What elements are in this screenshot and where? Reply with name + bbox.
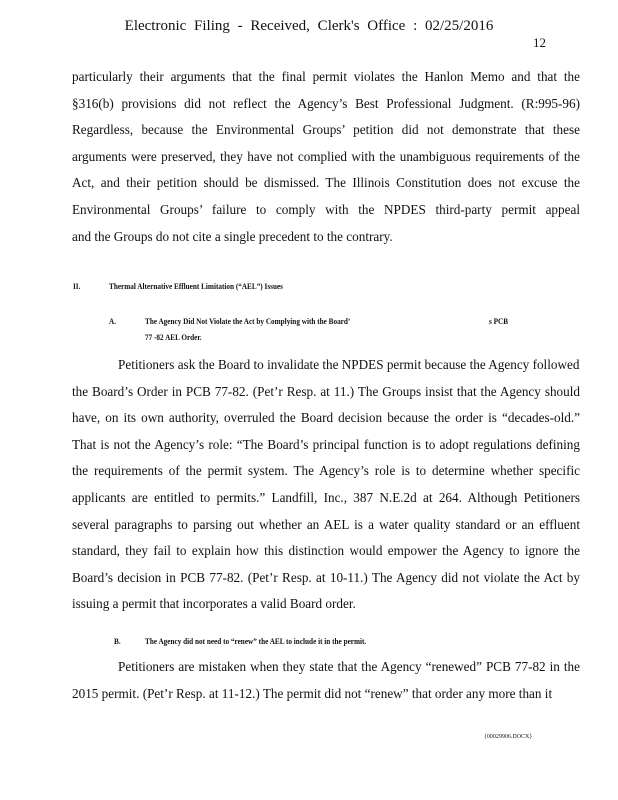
- text-line: applicants are entitled to permits.” Landfill, Inc., 387 N.E.2d at 264. Although Petitioners: [72, 489, 580, 505]
- subsection-heading-end: s PCB: [489, 316, 509, 326]
- text-line: have, on its own authority, overruled the Board decision because the order is “decades-old.”: [72, 410, 580, 426]
- section-heading: Thermal Alternative Effluent Limitation (“AEL”) Issues: [109, 281, 283, 291]
- text-line: Petitioners are mistaken when they state that the Agency “renewed” PCB 77-82 in the: [118, 659, 580, 674]
- subsection-letter: A.: [109, 316, 117, 326]
- text-line: the Board’s Order in PCB 77-82. (Pet’r Resp. at 11.) The Groups insist that the Agency should: [72, 383, 580, 399]
- subsection-heading: The Agency Did Not Violate the Act by Complying with the Board’: [145, 316, 351, 326]
- text-line: 2015 permit. (Pet’r Resp. at 11-12.) The permit did not “renew” that order any more than it: [72, 685, 553, 701]
- text-line: standard, they fail to explain how this distinction would empower the Agency to ignore the: [72, 543, 580, 559]
- text-line: Regardless, because the Environmental Groups’ petition did not demonstrate that these: [72, 122, 580, 138]
- filing-stamp-header: Electronic Filing - Received, Clerk's Office : 02/25/2016: [124, 18, 494, 34]
- paragraph-2: [72, 352, 580, 618]
- text-line: Act, and their petition should be dismissed. The Illinois Constitution does not excuse the: [72, 175, 580, 191]
- text-line: Board’s decision in PCB 77-82. (Pet’r Resp. at 10-11.) The Agency did not violate the Act by: [72, 569, 580, 585]
- text-line: arguments were preserved, they have not complied with the unambiguous requirements of the: [72, 148, 580, 164]
- text-line: particularly their arguments that the final permit violates the Hanlon Memo and that the: [72, 69, 580, 84]
- text-line: the requirements of the permit system. The Agency’s role is to determine whether specific: [72, 463, 580, 479]
- paragraph-1: [72, 64, 580, 250]
- document-id: {00029906.DOCX}: [484, 734, 533, 740]
- text-line: That is not the Agency’s role: “The Board’s principal function is to adopt regulations defining: [72, 436, 580, 452]
- page-number: 12: [533, 35, 546, 50]
- text-line: Environmental Groups’ failure to comply with the NPDES third-party permit appeal: [72, 201, 580, 217]
- paragraph-3: [72, 654, 580, 707]
- text-line: issuing a permit that incorporates a valid Board order.: [72, 596, 356, 612]
- section-number: II.: [73, 281, 81, 291]
- text-line: and the Groups do not cite a single precedent to the contrary.: [72, 228, 393, 244]
- text-line: Petitioners ask the Board to invalidate the NPDES permit because the Agency followed: [118, 357, 580, 372]
- subsection-heading-line2: 77 -82 AEL Order.: [145, 332, 202, 342]
- subsection-letter: B.: [114, 636, 121, 646]
- text-line: §316(b) provisions did not reflect the Agency’s Best Professional Judgment. (R:995-96): [72, 95, 580, 111]
- text-line: several paragraphs to parsing out whether an AEL is a water quality standard or an effluent: [72, 516, 580, 532]
- subsection-heading: The Agency did not need to “renew” the AEL to include it in the permit.: [145, 636, 367, 646]
